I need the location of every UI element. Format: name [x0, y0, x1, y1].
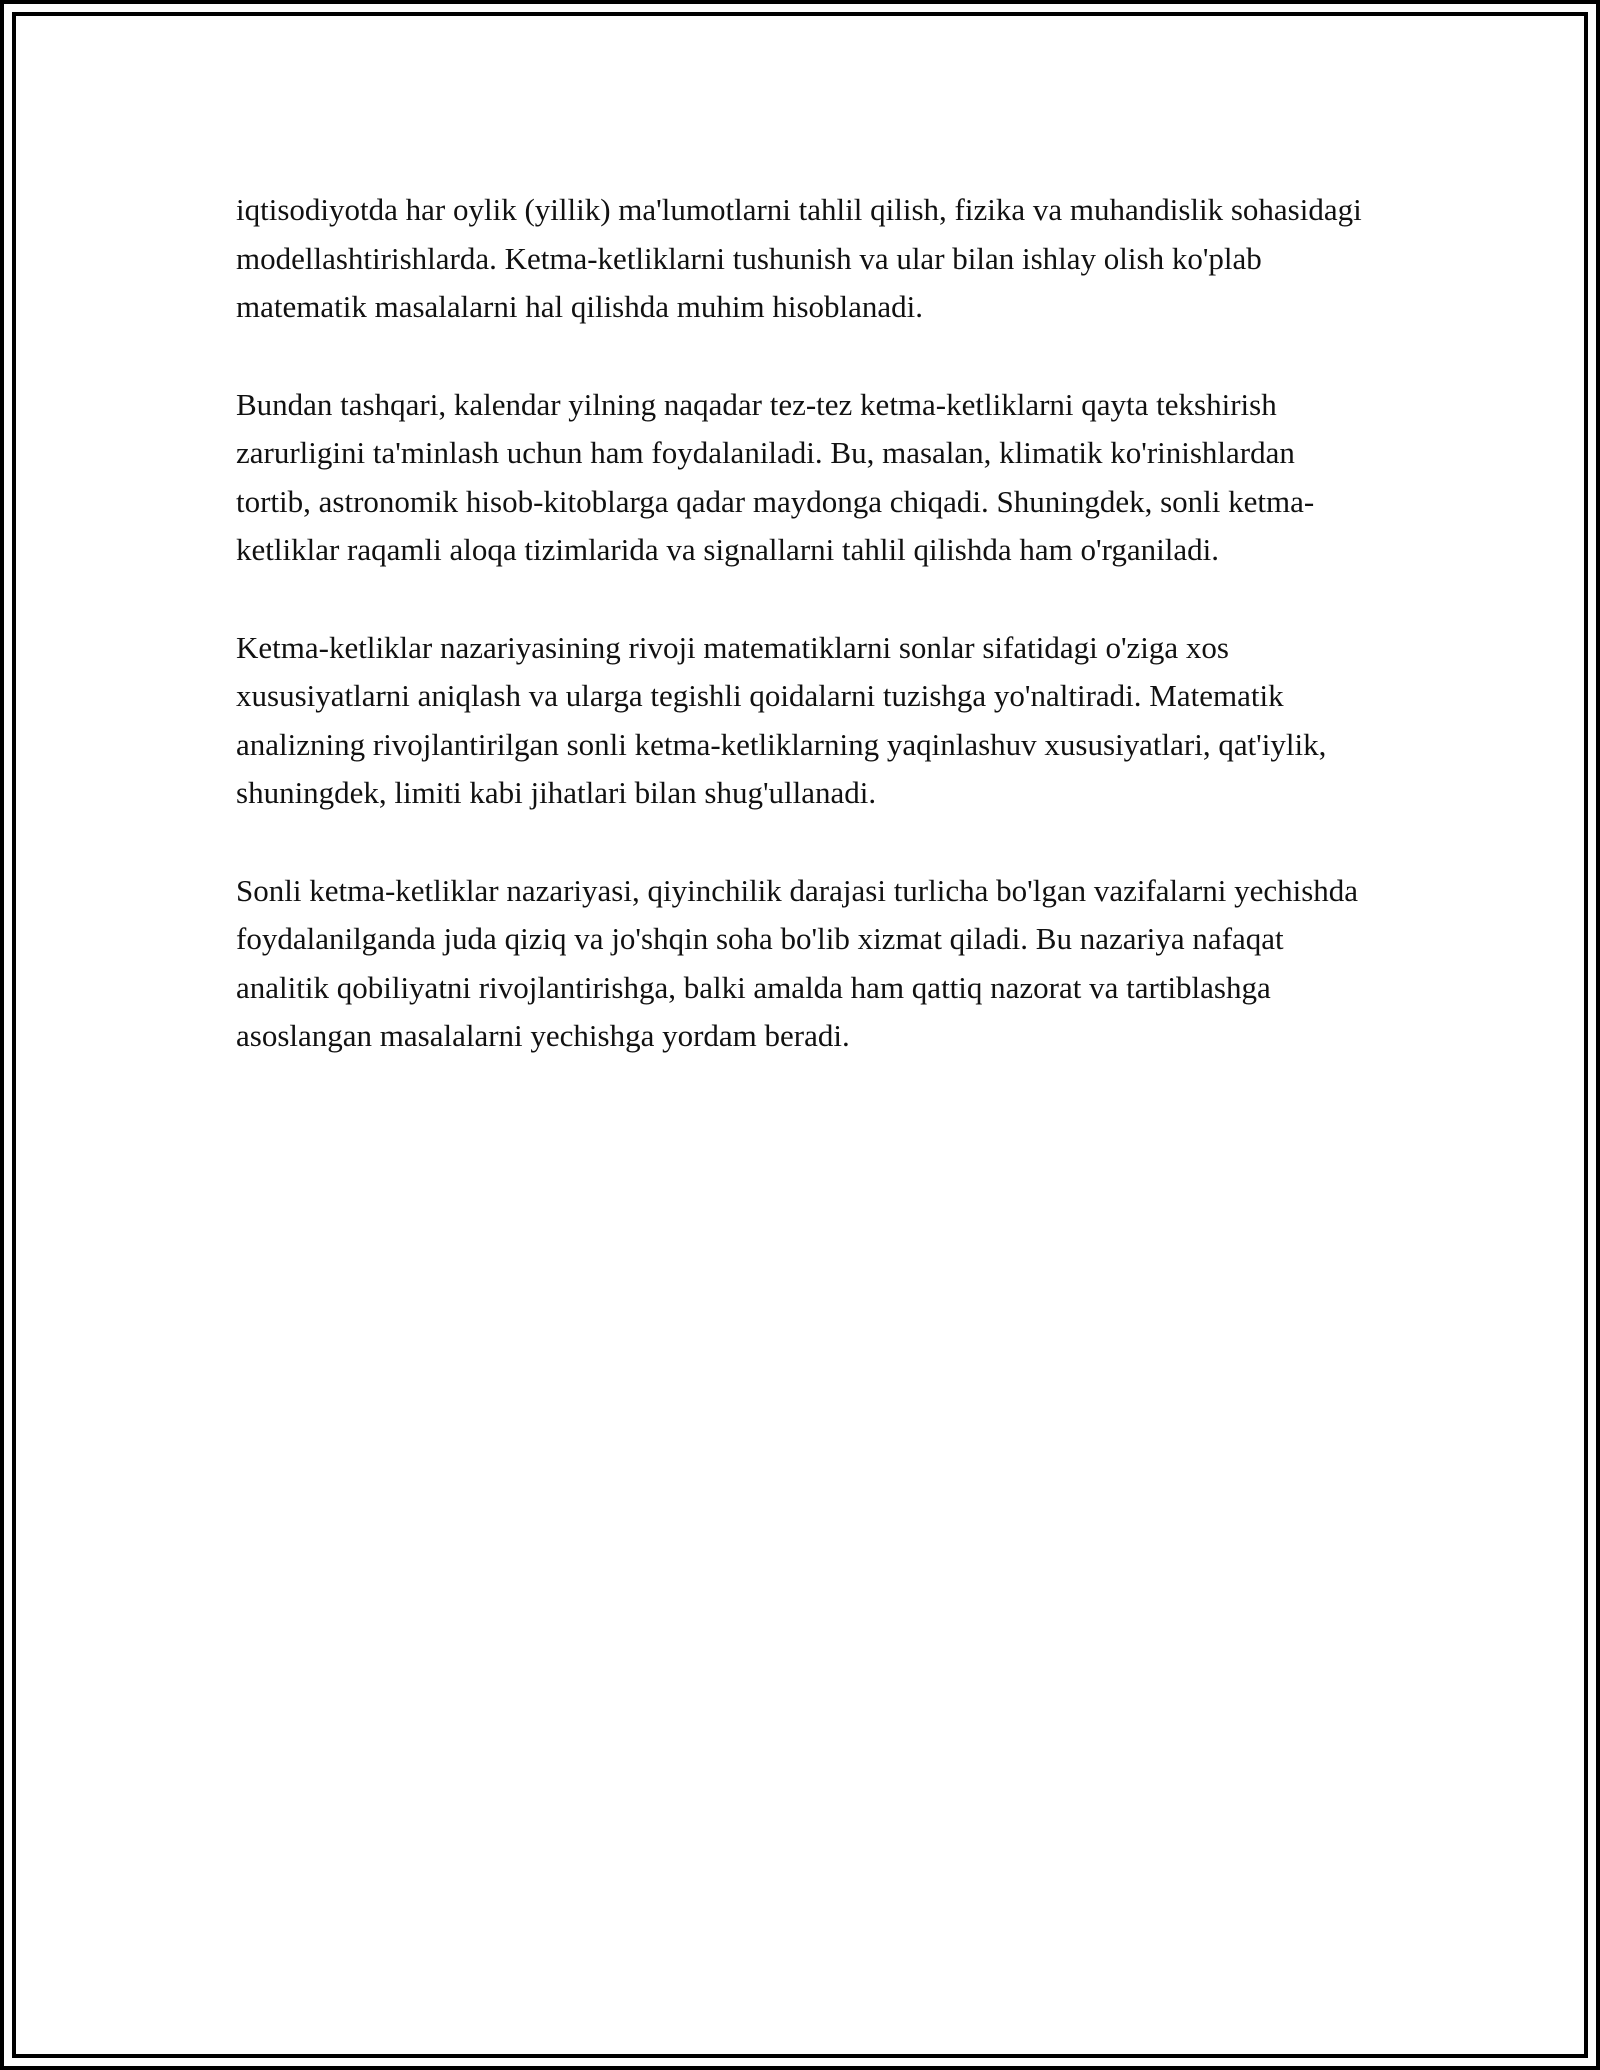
paragraph-1: iqtisodiyotda har oylik (yillik) ma'lumotlarni tahlil qilish, fizika va muhandislik sohasidagi modellashtirishlarda. Ketma-ketliklarni tushunish va ular bilan ishlay olish ko'plab matematik masalalarni hal qilishda muhim hisoblanadi.: [236, 192, 1362, 324]
paragraph-2: Bundan tashqari, kalendar yilning naqadar tez-tez ketma-ketliklarni qayta tekshirish zarurligini ta'minlash uchun ham foydalaniladi. Bu, masalan, klimatik ko'rinishlardan tortib, astronomik hisob-kitoblarga qadar maydonga chiqadi. Shuningdek, sonli ketma-ketliklar raqamli aloqa tizimlarida va signallarni tahlil qilishda ham o'rganiladi.: [236, 386, 1315, 567]
paragraph-4: Sonli ketma-ketliklar nazariyasi, qiyinchilik darajasi turlicha bo'lgan vazifalarni yechishda foydalanilganda juda qiziq va jo'shqin soha bo'lib xizmat qiladi. Bu nazariya nafaqat analitik qobiliyatni rivojlantirishga, balki amalda ham qattiq nazorat va tartiblashga asoslangan masalalarni yechishga yordam beradi.: [236, 872, 1359, 1053]
paragraph-3: Ketma-ketliklar nazariyasining rivoji matematiklarni sonlar sifatidagi o'ziga xos xususiyatlarni aniqlash va ularga tegishli qoidalarni tuzishga yo'naltiradi. Matematik analizning rivojlantirilgan sonli ketma-ketliklarning yaqinlashuv xususiyatlari, qat'iylik, shuningdek, limiti kabi jihatlari bilan shug'ullanadi.: [236, 629, 1327, 810]
document-body: [236, 186, 1366, 1110]
